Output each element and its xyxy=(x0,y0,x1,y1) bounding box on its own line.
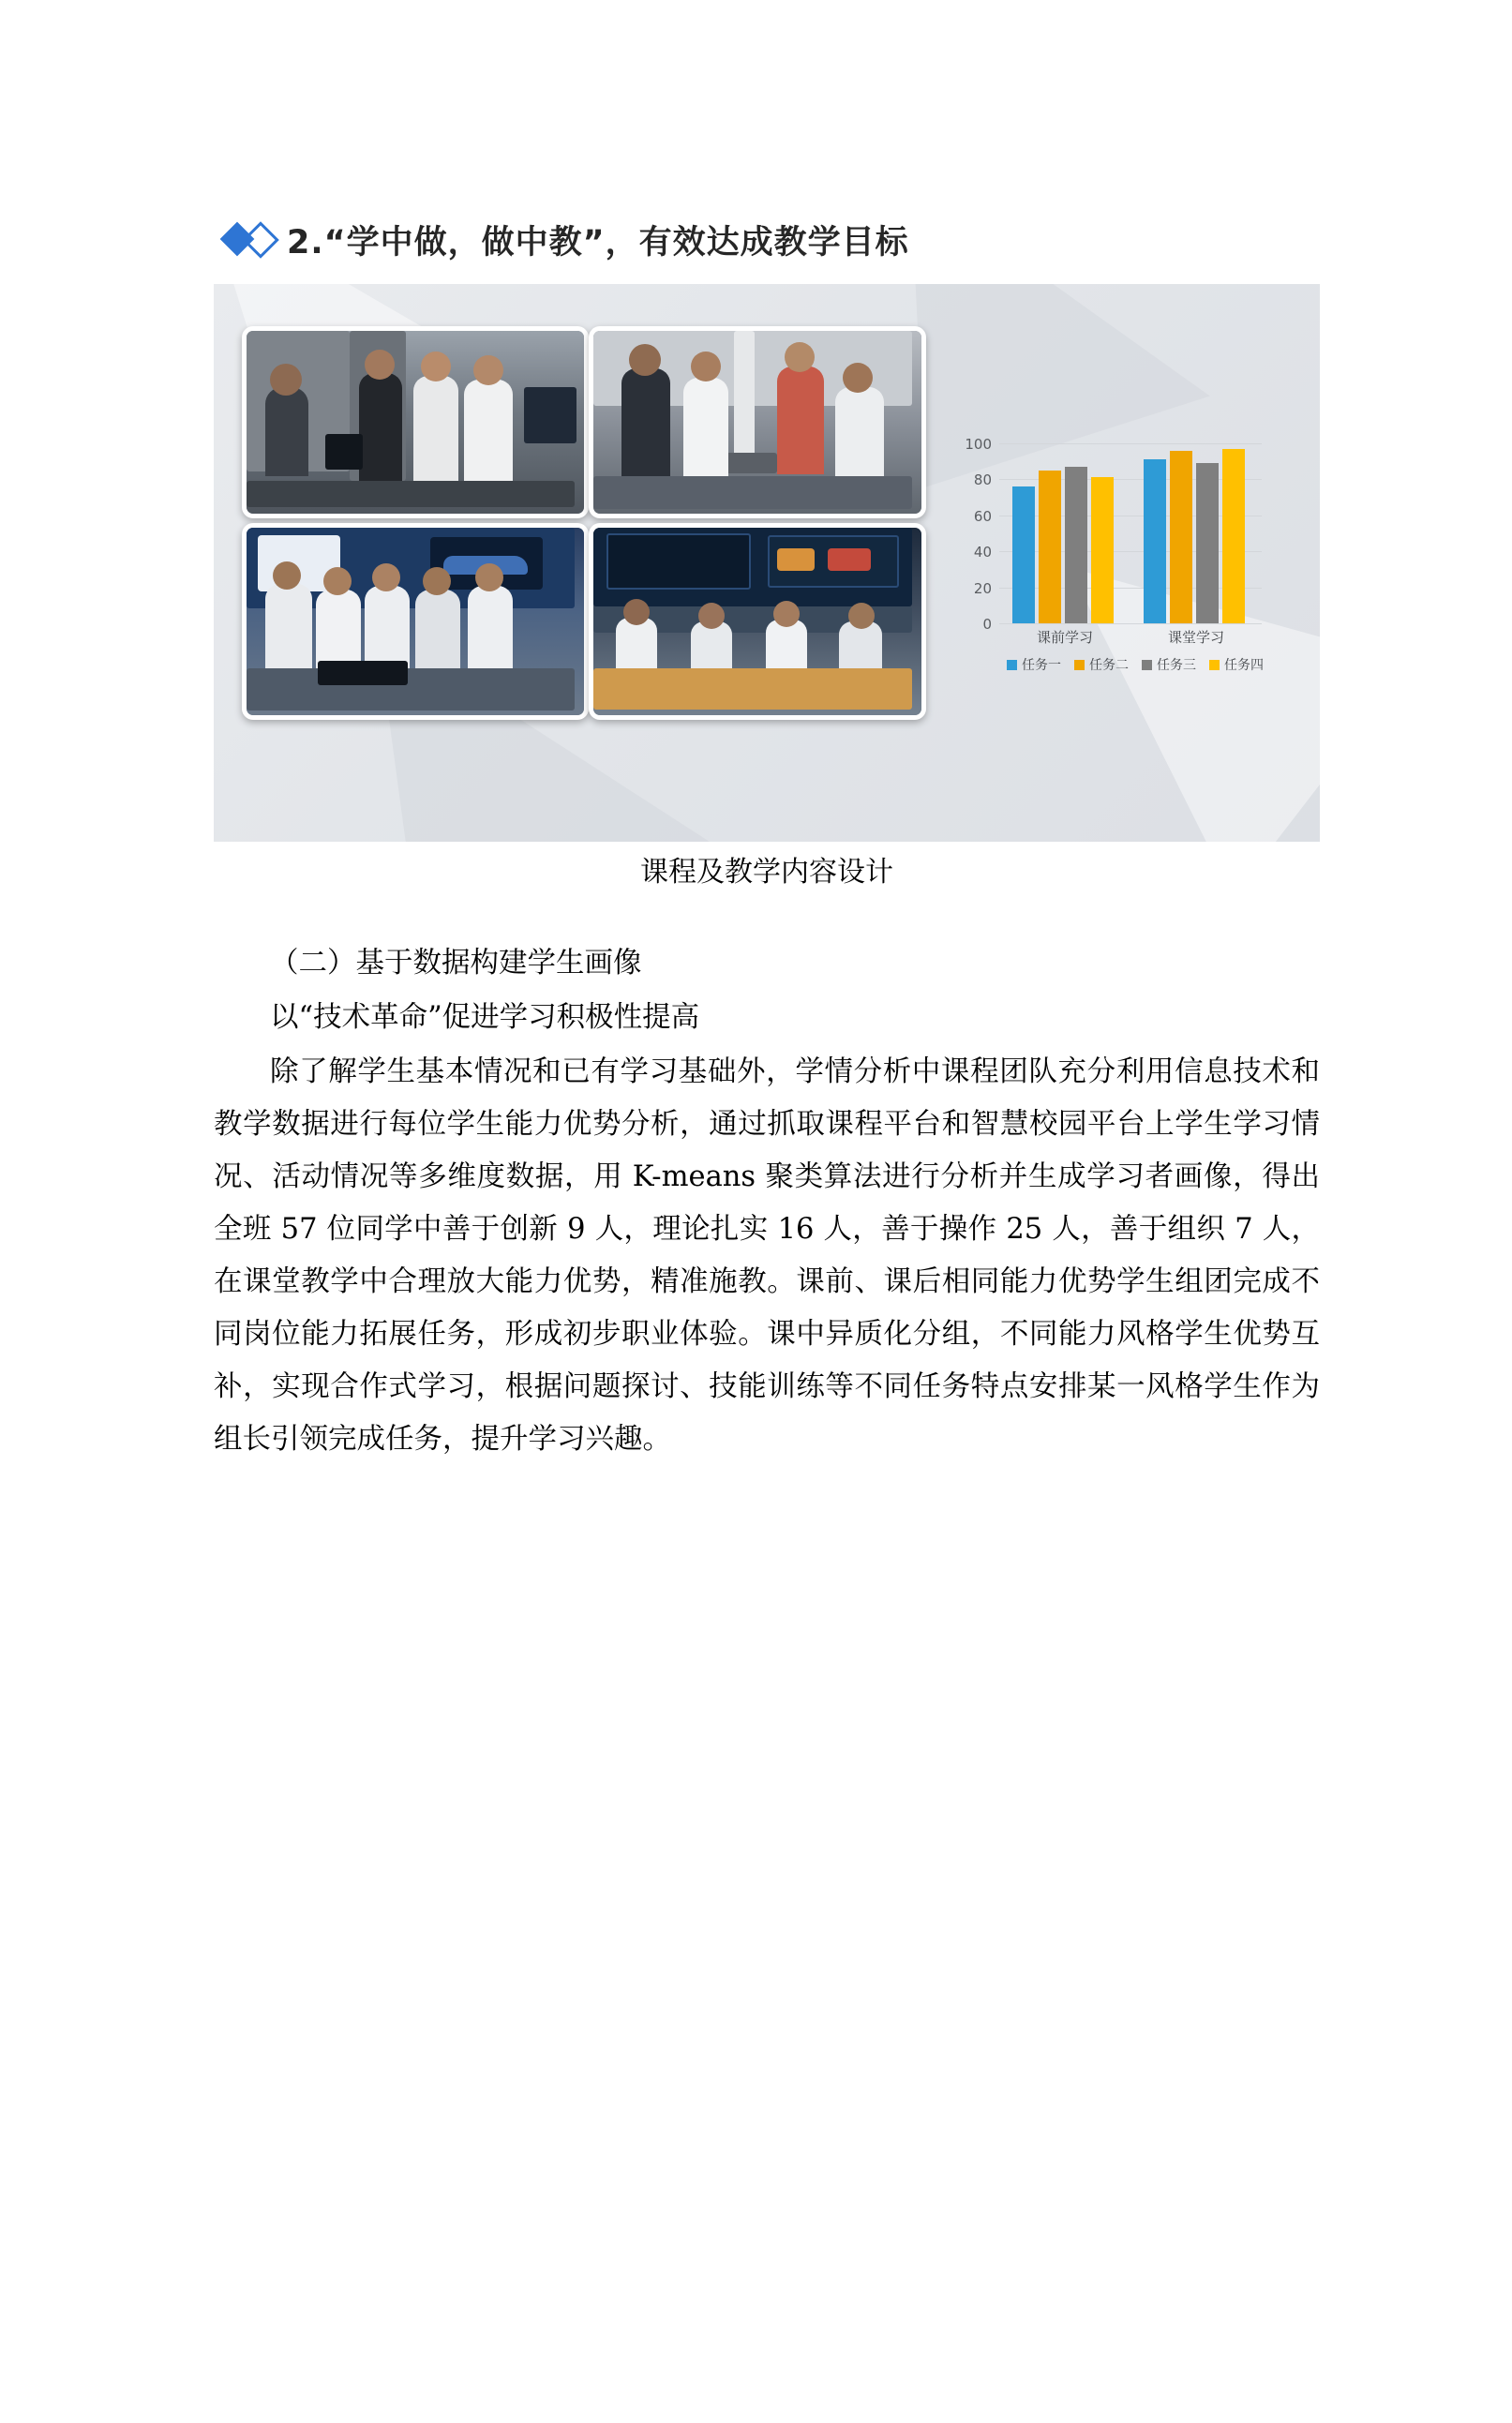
slide-header xyxy=(214,195,1320,286)
body-text xyxy=(214,937,1320,1468)
chart-x-tick-label: 课堂学习 xyxy=(1167,629,1225,646)
chart-y-tick-label: 40 xyxy=(973,544,992,561)
bar-chart xyxy=(954,436,1273,687)
chart-x-tick-label: 课前学习 xyxy=(1036,629,1094,646)
chart-x-axis-labels xyxy=(999,627,1262,650)
chart-bar xyxy=(1222,449,1245,623)
chart-legend-item xyxy=(1007,655,1061,674)
photo-lab-car-model xyxy=(242,523,589,720)
chart-legend-swatch xyxy=(1007,660,1017,670)
photo-measuring-equipment xyxy=(589,326,926,518)
chart-legend-label: 任务三 xyxy=(1157,658,1196,673)
chart-legend xyxy=(999,655,1271,674)
chart-gridline xyxy=(982,616,1262,633)
chart-legend-item xyxy=(1074,655,1129,674)
photo-students-at-computers xyxy=(242,326,589,518)
chart-legend-label: 任务二 xyxy=(1089,658,1129,673)
chart-bar xyxy=(1065,467,1087,623)
chart-bar xyxy=(1170,451,1192,623)
chart-legend-item xyxy=(1209,655,1264,674)
chart-legend-item xyxy=(1142,655,1196,674)
chart-bar xyxy=(1196,463,1219,623)
chart-bar xyxy=(1039,471,1061,623)
chart-bar xyxy=(1012,486,1035,623)
chart-legend-swatch xyxy=(1209,660,1220,670)
chart-y-tick-label: 80 xyxy=(973,471,992,489)
chart-legend-swatch xyxy=(1142,660,1152,670)
chart-legend-label: 任务一 xyxy=(1022,658,1061,673)
body-paragraph: 除了解学生基本情况和已有学习基础外，学情分析中课程团队充分利用信息技术和教学数据进行每位学生能力优势分析，通过抓取课程平台和智慧校园平台上学生学习情况、活动情况等多维度数据，用 K-means 聚类算法进行分析并生成学习者画像，得出全班 57 位同学中善于创新 9 人，理论扎实 16 人，善于操作 25 人，善于组织 7 人，在课堂教学中合理放大能力优势，精准施教。课前、课后相同能力优势学生组团完成不同岗位能力拓展任务，形成初步职业体验。课中异质化分组，不同能力风格学生优势互补，实现合作式学习，根据问题探讨、技能训练等不同任务特点安排某一风格学生作为组长引领完成任务，提升学习兴趣。 xyxy=(214,1055,1320,1456)
section-heading-2: 以“技术革命”促进学习积极性提高 xyxy=(270,1001,700,1034)
slide-figure xyxy=(214,195,1320,842)
diamond-bullet-icon xyxy=(221,218,287,262)
chart-bar-group xyxy=(1144,443,1245,623)
chart-y-tick-label: 20 xyxy=(973,579,992,597)
chart-bar xyxy=(1144,459,1166,623)
chart-y-tick-label: 60 xyxy=(973,507,992,525)
chart-bar xyxy=(1091,477,1114,623)
slide-body xyxy=(214,284,1320,842)
chart-legend-label: 任务四 xyxy=(1224,658,1264,673)
section-heading-1: （二）基于数据构建学生画像 xyxy=(270,947,642,980)
chart-bar-group xyxy=(1012,443,1114,623)
chart-plot-area xyxy=(965,436,1262,633)
figure-caption: 课程及教学内容设计 xyxy=(640,856,893,889)
photo-classroom-lecture xyxy=(589,523,926,720)
chart-y-tick-label: 0 xyxy=(982,616,992,633)
chart-y-tick-label: 100 xyxy=(965,436,992,453)
chart-legend-swatch xyxy=(1074,660,1085,670)
slide-title: 2.“学中做，做中教”，有效达成教学目标 xyxy=(287,223,909,262)
